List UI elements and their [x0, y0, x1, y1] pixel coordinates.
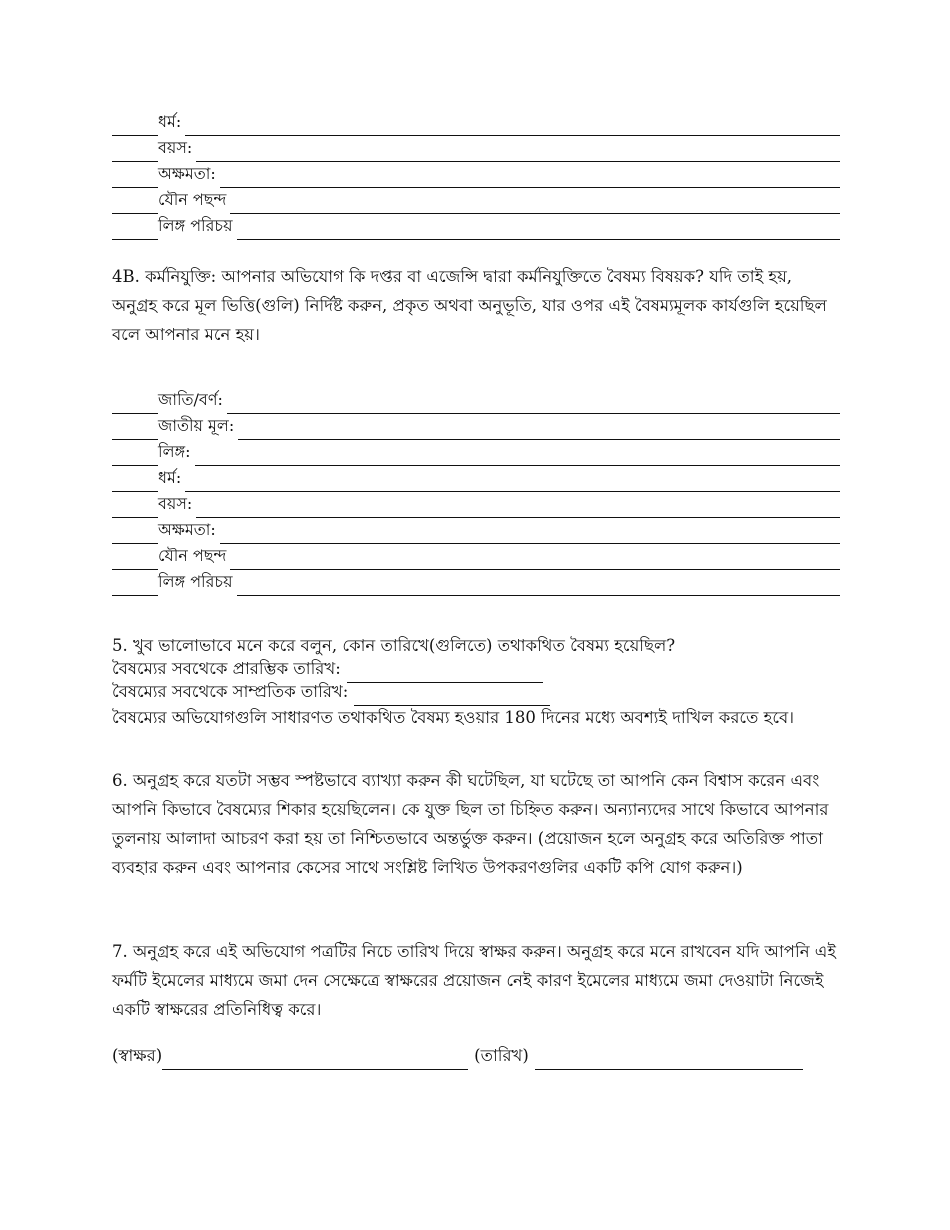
- text-line[interactable]: [195, 448, 840, 466]
- check-blank[interactable]: [112, 526, 158, 544]
- check-blank[interactable]: [112, 118, 158, 136]
- check-blank[interactable]: [112, 196, 158, 214]
- text-line[interactable]: [230, 196, 840, 214]
- field-gender-identity-1: লিঙ্গ পরিচয়: [112, 214, 840, 240]
- earliest-date-row: বৈষম্যের সবথেকে প্রারম্ভিক তারিখ:: [112, 660, 840, 683]
- field-age-2: বয়স:: [112, 492, 840, 518]
- signature-row: [112, 1046, 840, 1070]
- field-religion-1: ধর্ম:: [112, 110, 840, 136]
- check-blank[interactable]: [112, 222, 158, 240]
- text-line[interactable]: [230, 552, 840, 570]
- field-disability-2: অক্ষমতা:: [112, 518, 840, 544]
- basis-checklist-1: [112, 110, 840, 240]
- date-label: (তারিখ): [474, 1046, 529, 1065]
- section-5: [112, 637, 840, 732]
- check-blank[interactable]: [112, 170, 158, 188]
- latest-date-row: বৈষম্যের সবথেকে সাম্প্রতিক তারিখ:: [112, 683, 840, 706]
- text-line[interactable]: [185, 118, 840, 136]
- field-sex: লিঙ্গ:: [112, 440, 840, 466]
- text-line[interactable]: [220, 170, 840, 188]
- latest-date-field[interactable]: [354, 689, 550, 706]
- field-gender-identity-2: লিঙ্গ পরিচয়: [112, 570, 840, 596]
- section-7-text: 7. অনুগ্রহ করে এই অভিযোগ পত্রটির নিচে তারিখ দিয়ে স্বাক্ষর করুন। অনুগ্রহ করে মনে রাখবেন যদি আপনি এই ফর্মটি ইমেলের মাধ্যমে জমা দেন সেক্ষেত্রে স্বাক্ষরের প্রয়োজন নেই কারণ ইমেলের মাধ্যমে জমা দেওয়াটা নিজেই একটি স্বাক্ষরের প্রতিনিধিত্ব করে।: [112, 942, 836, 1019]
- field-disability-1: অক্ষমতা:: [112, 162, 840, 188]
- text-line[interactable]: [238, 422, 840, 440]
- check-blank[interactable]: [112, 144, 158, 162]
- field-sexual-orientation-2: যৌন পছন্দ: [112, 544, 840, 570]
- field-national-origin: জাতীয় মূল:: [112, 414, 840, 440]
- check-blank[interactable]: [112, 552, 158, 570]
- text-line[interactable]: [196, 500, 840, 518]
- section-4b-text: 4B. কর্মনিযুক্তি: আপনার অভিযোগ কি দপ্তর বা এজেন্সি দ্বারা কর্মনিযুক্তিতে বৈষম্য বিষয়ক? যদি তাই হয়, অনুগ্রহ করে মূল ভিত্তি(গুলি) নির্দিষ্ট করুন, প্রকৃত অথবা অনুভূতি, যার ওপর এই বৈষম্যমূলক কার্যগুলি হয়েছিল বলে আপনার মনে হয়।: [112, 267, 827, 344]
- signature-label: (স্বাক্ষর): [112, 1046, 163, 1065]
- text-line[interactable]: [227, 396, 840, 414]
- signature-field[interactable]: [162, 1053, 468, 1070]
- text-line[interactable]: [237, 578, 841, 596]
- text-line[interactable]: [237, 222, 841, 240]
- section-5-question: 5. খুব ভালোভাবে মনে করে বলুন, কোন তারিখে(গুলিতে) তথাকথিত বৈষম্য হয়েছিল?: [112, 636, 676, 655]
- text-line[interactable]: [185, 474, 840, 492]
- check-blank[interactable]: [112, 474, 158, 492]
- field-religion-2: ধর্ম:: [112, 466, 840, 492]
- text-line[interactable]: [196, 144, 840, 162]
- check-blank[interactable]: [112, 422, 158, 440]
- field-race: জাতি/বর্ণ:: [112, 388, 840, 414]
- field-age-1: বয়স:: [112, 136, 840, 162]
- check-blank[interactable]: [112, 500, 158, 518]
- check-blank[interactable]: [112, 448, 158, 466]
- filing-deadline-note: বৈষম্যের অভিযোগগুলি সাধারণত তথাকথিত বৈষম্য হওয়ার 180 দিনের মধ্যে অবশ্যই দাখিল করতে হবে।: [112, 708, 795, 727]
- field-sexual-orientation-1: যৌন পছন্দ: [112, 188, 840, 214]
- check-blank[interactable]: [112, 396, 158, 414]
- check-blank[interactable]: [112, 578, 158, 596]
- earliest-date-field[interactable]: [347, 666, 543, 683]
- basis-checklist-2: [112, 388, 840, 596]
- date-field[interactable]: [535, 1053, 803, 1070]
- section-6-text: 6. অনুগ্রহ করে যতটা সম্ভব স্পষ্টভাবে ব্যাখ্যা করুন কী ঘটেছিল, যা ঘটেছে তা আপনি কেন বিশ্বাস করেন এবং আপনি কিভাবে বৈষম্যের শিকার হয়েছিলেন। কে যুক্ত ছিল তা চিহ্নিত করুন। অন্যান্যদের সাথে কিভাবে আপনার তুলনায় আলাদা আচরণ করা হয় তা নিশ্চিতভাবে অন্তর্ভুক্ত করুন। (প্রয়োজন হলে অনুগ্রহ করে অতিরিক্ত পাতা ব্যবহার করুন এবং আপনার কেসের সাথে সংশ্লিষ্ট লিখিত উপকরণগুলির একটি কপি যোগ করুন।): [112, 771, 829, 877]
- text-line[interactable]: [220, 526, 840, 544]
